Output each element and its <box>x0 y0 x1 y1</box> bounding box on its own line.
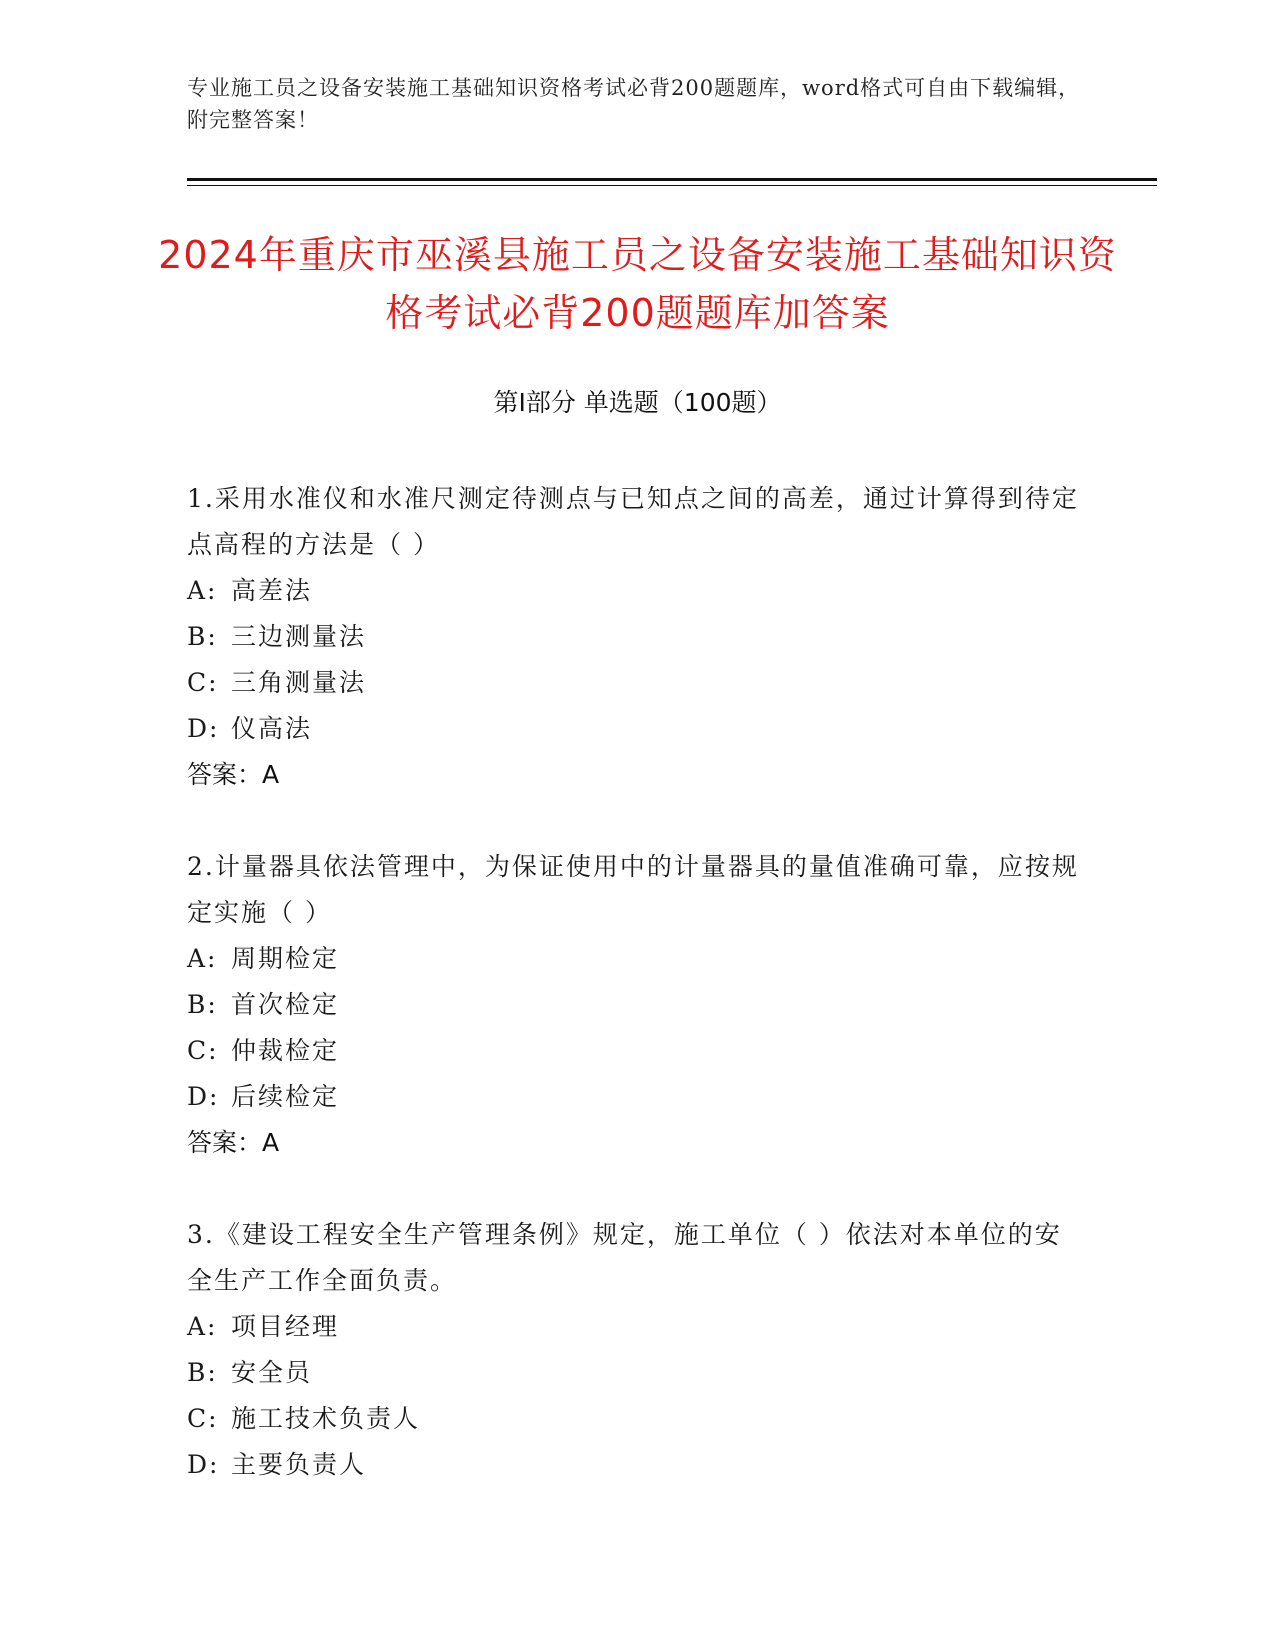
section-heading: 第Ⅰ部分 单选题（100题） <box>493 388 782 417</box>
option-key: D: <box>187 1082 220 1111</box>
question-1 <box>187 476 1087 798</box>
option-d <box>187 706 1087 752</box>
option-key: C: <box>187 668 219 697</box>
document-title: 2024年重庆市巫溪县施工员之设备安装施工基础知识资格考试必背200题题库加答案 <box>158 233 1117 335</box>
question-stem: 1.采用水准仪和水准尺测定待测点与已知点之间的高差，通过计算得到待定点高程的方法是（ ） <box>187 484 1079 559</box>
option-c <box>187 1396 1087 1442</box>
option-key: B: <box>187 1358 218 1387</box>
option-c <box>187 1028 1087 1074</box>
option-d <box>187 1442 1087 1488</box>
option-b <box>187 982 1087 1028</box>
answer-line: 答案：A <box>187 1128 280 1157</box>
option-b <box>187 614 1087 660</box>
option-key: B: <box>187 622 218 651</box>
option-text: 首次检定 <box>231 990 340 1019</box>
option-text: 安全员 <box>231 1358 313 1387</box>
option-text: 主要负责人 <box>231 1450 367 1479</box>
question-2 <box>187 844 1087 1166</box>
option-key: A: <box>187 576 218 605</box>
option-text: 三边测量法 <box>231 622 367 651</box>
option-c <box>187 660 1087 706</box>
option-key: C: <box>187 1036 219 1065</box>
option-text: 后续检定 <box>231 1082 340 1111</box>
option-a <box>187 568 1087 614</box>
header-note: 专业施工员之设备安装施工基础知识资格考试必背200题题库，word格式可自由下载编辑，附完整答案！ <box>187 76 1081 132</box>
header-divider-thick <box>187 178 1157 181</box>
header-divider-thin <box>187 185 1157 186</box>
option-text: 项目经理 <box>231 1312 340 1341</box>
option-text: 三角测量法 <box>231 668 367 697</box>
option-text: 高差法 <box>231 576 313 605</box>
question-stem: 3.《建设工程安全生产管理条例》规定，施工单位（ ）依法对本单位的安全生产工作全面负责。 <box>187 1220 1062 1295</box>
option-key: D: <box>187 1450 220 1479</box>
option-key: C: <box>187 1404 219 1433</box>
option-text: 施工技术负责人 <box>231 1404 421 1433</box>
option-b <box>187 1350 1087 1396</box>
answer-line: 答案：A <box>187 760 280 789</box>
option-key: A: <box>187 1312 218 1341</box>
option-d <box>187 1074 1087 1120</box>
option-key: B: <box>187 990 218 1019</box>
option-text: 周期检定 <box>231 944 340 973</box>
question-3 <box>187 1212 1087 1488</box>
option-a <box>187 1304 1087 1350</box>
option-key: D: <box>187 714 220 743</box>
option-text: 仪高法 <box>231 714 313 743</box>
option-a <box>187 936 1087 982</box>
option-key: A: <box>187 944 218 973</box>
question-list <box>187 476 1087 1534</box>
question-stem: 2.计量器具依法管理中，为保证使用中的计量器具的量值准确可靠，应按规定实施（ ） <box>187 852 1079 927</box>
option-text: 仲裁检定 <box>231 1036 340 1065</box>
